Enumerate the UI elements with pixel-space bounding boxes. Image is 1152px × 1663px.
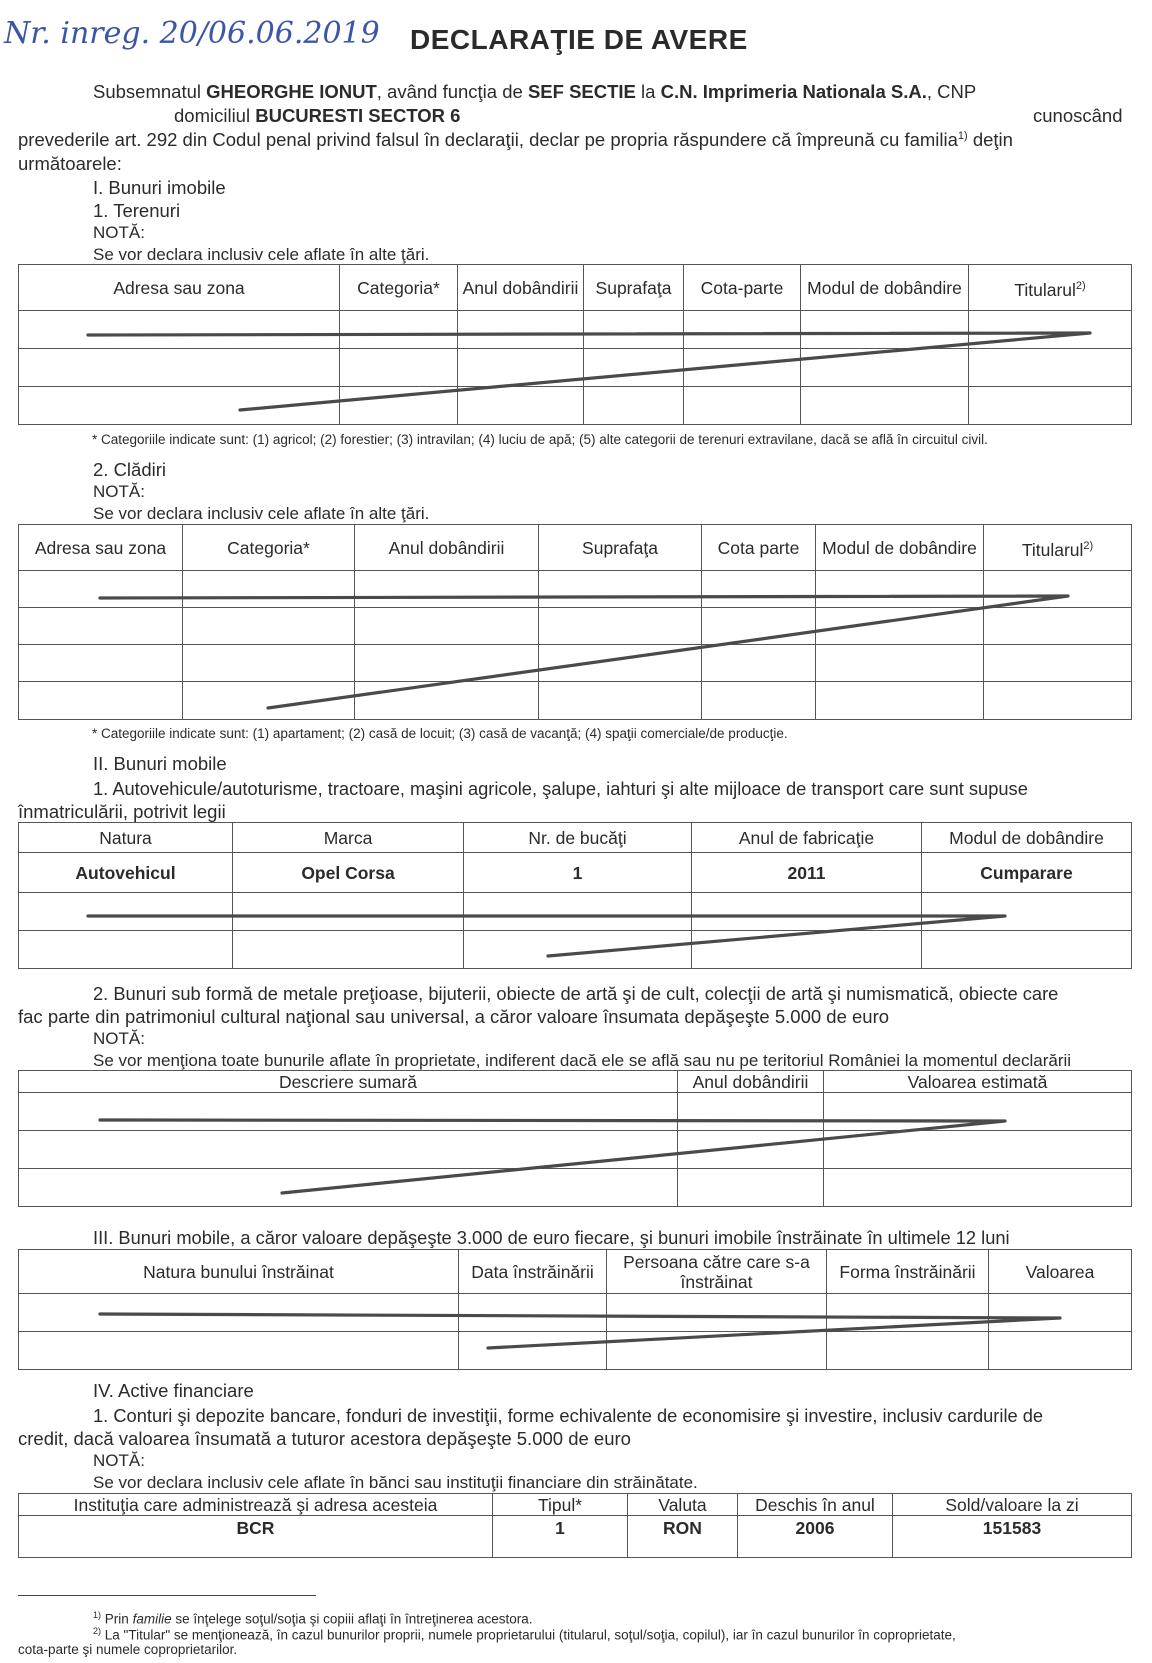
- accounts-header-deschis: Deschis în anul: [738, 1494, 893, 1516]
- intro-subsemnatul: Subsemnatul: [93, 81, 201, 102]
- intro-sup-1: 1): [957, 129, 968, 142]
- declarant-name: GHEORGHE IONUT: [206, 81, 377, 102]
- terenuri-header-titularul: [969, 265, 1132, 311]
- section-1-1-nota-text: Se vor declara inclusiv cele aflate în alte ţări.: [93, 245, 430, 264]
- section-4-1-nota: NOTĂ:: [93, 1451, 145, 1470]
- valuables-header-descriere: Descriere sumară: [19, 1071, 678, 1093]
- footnote-1: [93, 1610, 533, 1627]
- section-1-2-nota-text: Se vor declara inclusiv cele aflate în alte ţări.: [93, 504, 430, 523]
- table-row: [19, 853, 1132, 893]
- cladiri-titularul-sup: 2): [1083, 539, 1094, 552]
- registration-handwritten-note: Nr. inreg. 20/06.06.2019: [4, 16, 380, 51]
- alienated-table: [18, 1249, 1132, 1370]
- cladiri-footnote: * Categoriile indicate sunt: (1) apartament; (2) casă de locuit; (3) casă de vacanţă; (4) spaţii comerciale/de producţie.: [92, 726, 788, 741]
- alienated-header-natura: Natura bunului înstrăinat: [19, 1250, 459, 1294]
- section-2-2-line-1: 2. Bunuri sub formă de metale preţioase, bijuterii, obiecte de artă şi de cult, colecţii de artă şi numismatică, obiecte care: [93, 983, 1059, 1004]
- section-1-1-nota: NOTĂ:: [93, 223, 145, 242]
- intro-domiciliul: domiciliul: [174, 105, 251, 126]
- table-row: [19, 311, 1132, 349]
- cladiri-header-adresa: Adresa sau zona: [19, 525, 183, 571]
- account-institutia-cell: BCR: [19, 1516, 493, 1558]
- section-4-heading: IV. Active financiare: [93, 1380, 254, 1401]
- terenuri-header-cota: Cota-parte: [684, 265, 801, 311]
- section-1-1-heading: 1. Terenuri: [93, 200, 181, 221]
- footnote-1-em: familie: [132, 1611, 172, 1627]
- intro-line-1: [93, 81, 976, 103]
- cladiri-titularul-label: Titularul: [1021, 539, 1084, 560]
- cladiri-header-modul: Modul de dobândire: [816, 525, 984, 571]
- intro-line-4: următoarele:: [18, 153, 122, 174]
- vehicles-header-modul: Modul de dobândire: [922, 823, 1132, 853]
- accounts-table: [18, 1493, 1132, 1558]
- table-row: [19, 1332, 1132, 1370]
- terenuri-header-categoria: Categoria*: [340, 265, 458, 311]
- cladiri-header-categoria: Categoria*: [183, 525, 355, 571]
- declarant-institution: C.N. Imprimeria Nationala S.A.: [660, 81, 927, 102]
- section-3-heading: III. Bunuri mobile, a căror valoare depăşeşte 3.000 de euro fiecare, şi bunuri imobile înstrăinate în ultimele 12 luni: [93, 1227, 1010, 1248]
- vehicles-header-anul: Anul de fabricaţie: [692, 823, 922, 853]
- table-row: [19, 349, 1132, 387]
- table-row: [19, 682, 1132, 720]
- terenuri-header-suprafata: Suprafaţa: [584, 265, 684, 311]
- footnote-1-pre: Prin: [104, 1611, 129, 1627]
- accounts-header-sold: Sold/valoare la zi: [893, 1494, 1132, 1516]
- table-row: [19, 645, 1132, 682]
- section-1-heading: I. Bunuri imobile: [93, 177, 226, 198]
- vehicle-marca-cell: Opel Corsa: [233, 853, 464, 893]
- table-row: [19, 893, 1132, 931]
- alienated-header-forma: Forma înstrăinării: [827, 1250, 989, 1294]
- alienated-header-data: Data înstrăinării: [459, 1250, 607, 1294]
- accounts-header-institutia: Instituţia care administrează şi adresa acesteia: [19, 1494, 493, 1516]
- cladiri-header-cota: Cota parte: [702, 525, 816, 571]
- valuables-table: [18, 1070, 1132, 1207]
- accounts-header-tipul: Tipul*: [493, 1494, 628, 1516]
- section-2-1-line-1: 1. Autovehicule/autoturisme, tractoare, maşini agricole, şalupe, iahturi şi alte mijloace de transport care sunt supuse: [93, 778, 1028, 799]
- intro-line-3: [18, 129, 1013, 151]
- vehicles-header-natura: Natura: [19, 823, 233, 853]
- alienated-header-persoana: Persoana către care s-a înstrăinat: [607, 1250, 827, 1294]
- terenuri-header-modul: Modul de dobândire: [801, 265, 969, 311]
- intro-cunoscand: cunoscând: [1033, 105, 1123, 126]
- table-row: [19, 1131, 1132, 1169]
- section-2-1-line-2: înmatriculării, potrivit legii: [18, 801, 226, 822]
- intro-cnp-label: , CNP: [926, 81, 977, 102]
- table-row: [19, 1093, 1132, 1131]
- vehicles-table: [18, 822, 1132, 969]
- cladiri-header-titularul: [984, 525, 1132, 571]
- page-title: DECLARAŢIE DE AVERE: [410, 24, 748, 55]
- vehicle-bucati-cell: 1: [464, 853, 692, 893]
- cladiri-header-anul: Anul dobândirii: [355, 525, 539, 571]
- intro-la: la: [641, 81, 656, 102]
- account-valuta-cell: RON: [628, 1516, 738, 1558]
- intro-line-2: [174, 105, 460, 127]
- vehicle-natura-cell: Autovehicul: [19, 853, 233, 893]
- intro-detin: deţin: [972, 129, 1013, 150]
- footnote-2-line-2: cota-parte şi numele coproprietarilor.: [18, 1642, 238, 1657]
- terenuri-table: [18, 264, 1132, 425]
- section-1-2-nota: NOTĂ:: [93, 482, 145, 501]
- cladiri-table: [18, 524, 1132, 720]
- account-sold-cell: 151583: [893, 1516, 1132, 1558]
- terenuri-footnote: * Categoriile indicate sunt: (1) agricol; (2) forestier; (3) intravilan; (4) luciu de apă; (5) alte categorii de terenuri extravilane, dacă se află în circuitul civil.: [92, 432, 988, 447]
- footnote-1-post: se înţelege soţul/soţia şi copiii aflaţi în întreţinerea acestora.: [175, 1611, 533, 1627]
- section-2-2-nota-text: Se vor menţiona toate bunurile aflate în proprietate, indiferent dacă ele se află sau nu pe teritoriul României la momentul declarării: [93, 1051, 1072, 1070]
- section-1-2-heading: 2. Clădiri: [93, 459, 166, 480]
- table-row: [19, 387, 1132, 425]
- vehicle-modul-cell: Cumparare: [922, 853, 1132, 893]
- alienated-header-valoarea: Valoarea: [989, 1250, 1132, 1294]
- vehicles-header-marca: Marca: [233, 823, 464, 853]
- account-deschis-cell: 2006: [738, 1516, 893, 1558]
- declarant-address: BUCURESTI SECTOR 6: [255, 105, 461, 126]
- terenuri-header-anul: Anul dobândirii: [458, 265, 584, 311]
- footnote-2-line-1: [93, 1626, 956, 1643]
- valuables-header-anul: Anul dobândirii: [678, 1071, 824, 1093]
- accounts-header-valuta: Valuta: [628, 1494, 738, 1516]
- valuables-header-valoarea: Valoarea estimată: [824, 1071, 1132, 1093]
- terenuri-header-adresa: Adresa sau zona: [19, 265, 340, 311]
- footnote-2-sup: 2): [93, 1626, 102, 1636]
- footnote-divider: [18, 1595, 316, 1596]
- terenuri-titularul-sup: 2): [1075, 279, 1086, 292]
- table-row: [19, 931, 1132, 969]
- table-row: [19, 1169, 1132, 1207]
- intro-prevederile: prevederile art. 292 din Codul penal privind falsul în declaraţii, declar pe propria răspundere că împreună cu familia: [18, 129, 958, 150]
- vehicle-anul-cell: 2011: [692, 853, 922, 893]
- section-4-1-line-2: credit, dacă valoarea însumată a tuturor acestora depăşeşte 5.000 de euro: [18, 1428, 631, 1449]
- intro-avand: , având funcţia de: [376, 81, 523, 102]
- section-2-2-nota: NOTĂ:: [93, 1029, 145, 1048]
- vehicles-header-bucati: Nr. de bucăţi: [464, 823, 692, 853]
- table-row: [19, 608, 1132, 645]
- table-row: [19, 571, 1132, 608]
- table-row: [19, 1516, 1132, 1558]
- section-4-1-nota-text: Se vor declara inclusiv cele aflate în bănci sau instituţii financiare din străinătate.: [93, 1473, 698, 1492]
- section-4-1-line-1: 1. Conturi şi depozite bancare, fonduri de investiţii, forme echivalente de economisire şi investire, inclusiv cardurile de: [93, 1405, 1044, 1426]
- footnote-2-text: La "Titular" se menţionează, în cazul bunurilor proprii, numele proprietarului (titularul, soţul/soţia, copilul), iar în cazul bunurilor în coproprietate,: [104, 1627, 956, 1643]
- section-2-heading: II. Bunuri mobile: [93, 753, 227, 774]
- table-row: [19, 1294, 1132, 1332]
- cladiri-header-suprafata: Suprafaţa: [539, 525, 702, 571]
- terenuri-titularul-label: Titularul: [1014, 279, 1076, 300]
- declarant-function: SEF SECTIE: [527, 81, 636, 102]
- footnote-1-sup: 1): [93, 1610, 102, 1620]
- account-tipul-cell: 1: [493, 1516, 628, 1558]
- section-2-2-line-2: fac parte din patrimoniul cultural naţional sau universal, a căror valoare însumata depăşeşte 5.000 de euro: [18, 1006, 890, 1027]
